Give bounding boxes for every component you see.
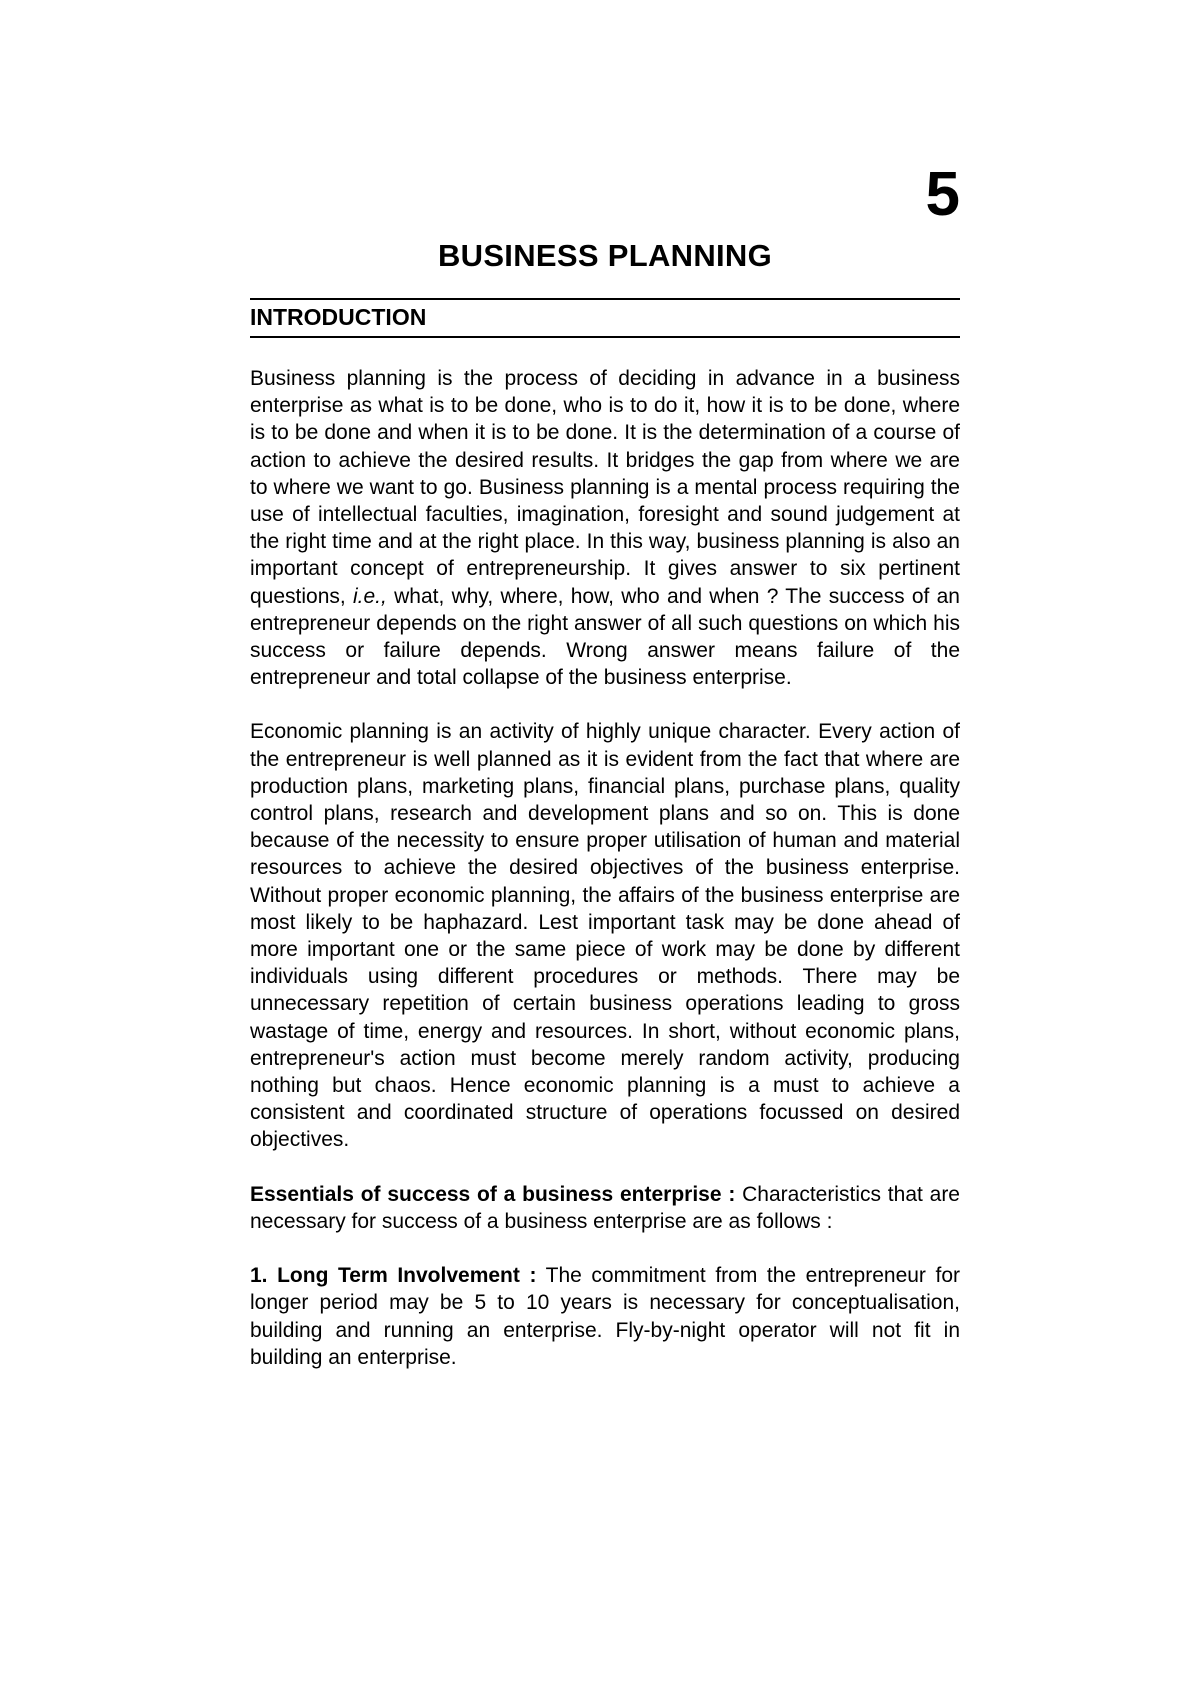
chapter-title: BUSINESS PLANNING (437, 238, 773, 273)
italic-ie: i.e., (353, 584, 387, 608)
paragraph-long-term-involvement (250, 1262, 960, 1371)
paragraph-text: The commitment from the entrepreneur for longer period may be 5 to 10 years is necessary for conceptualisation, building and running an enterprise. Fly-by-night operator will not fit in building an enterprise. (250, 1264, 960, 1369)
paragraph-text: Business planning is the process of deciding in advance in a business enterprise as what is to be done, who is to do it, how it is to be done, where is to be done and when it is to be done. It is the determination of a course of action to achieve the desired results. It bridges the gap from where we are to where we want to go. Business planning is a mental process requiring the use of intellectual faculties, imagination, foresight and sound judgement at the right time and at the right place. In this way, business planning is also an important concept of entrepreneurship. It gives answer to six pertinent questions, (250, 367, 960, 608)
section-heading-introduction: INTRODUCTION (250, 298, 960, 338)
essentials-heading: Essentials of success of a business enterprise : (250, 1182, 736, 1206)
paragraph-economic-planning: Economic planning is an activity of highly unique character. Every action of the entrepreneur is well planned as it is evident from the fact that where are production plans, marketing plans, financial plans, purchase plans, quality control plans, research and development plans and so on. This is done because of the necessity to ensure proper utilisation of human and material resources to achieve the desired objectives of the business enterprise. Without proper economic planning, the affairs of the business enterprise are most likely to be haphazard. Lest important task may be done ahead of more important one or the same piece of work may be done by different individuals using different procedures or methods. There may be unnecessary repetition of certain business operations leading to gross wastage of time, energy and resources. In short, without economic plans, entrepreneur's action must become merely random activity, producing nothing but chaos. Hence economic planning is a must to achieve a consistent and coordinated structure of operations focussed on desired objectives. (250, 720, 960, 1152)
long-term-involvement-heading: 1. Long Term Involvement : (250, 1264, 537, 1288)
chapter-number: 5 (925, 160, 960, 229)
paragraph-text: what, why, where, how, who and when ? The success of an entrepreneur depends on the right answer of all such questions on which his success or failure depends. Wrong answer means failure of the entrepreneur and total collapse of the business enterprise. (250, 584, 960, 690)
paragraph-business-planning-definition (250, 365, 960, 691)
page-content (250, 160, 960, 1371)
paragraph-essentials-of-success (250, 1181, 960, 1235)
paragraph-text: Characteristics that are necessary for success of a business enterprise are as follows : (250, 1182, 960, 1233)
